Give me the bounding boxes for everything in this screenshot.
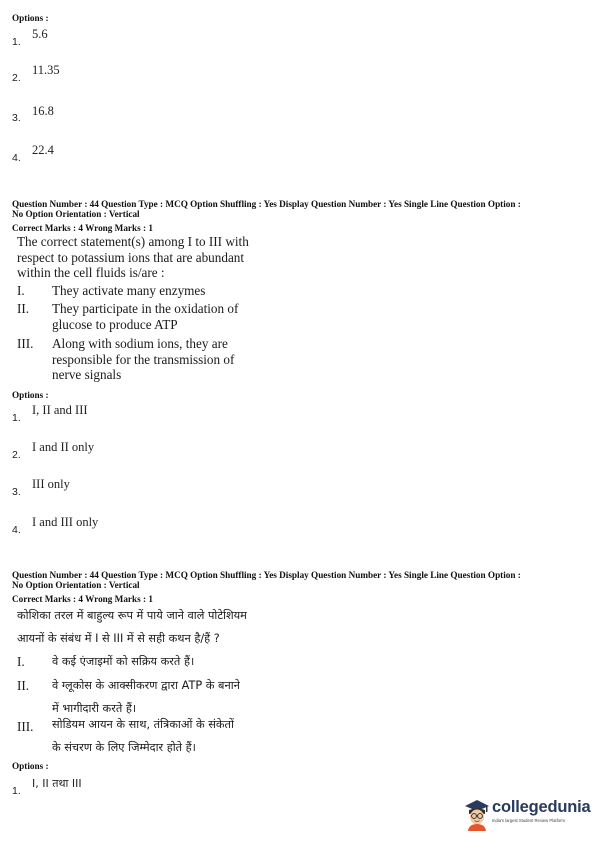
statement-text: They participate in the oxidation of glucose to produce ATP [52,301,239,332]
option-text: 22.4 [32,143,54,157]
option-text: 11.35 [32,63,60,77]
option-text: I and II only [32,440,95,454]
question-text-hindi: कोशिका तरल में बाहुल्य रूप में पाये जाने वाले पोटेशियम आयनों के संबंध में I से III में से सही कथन है/हैं ? [17,609,247,645]
option-number: 4. [12,152,21,164]
option-number: 2. [12,72,21,84]
statement-text: Along with sodium ions, they are responsible for the transmission of nerve signals [52,336,235,383]
question-text: The correct statement(s) among I to III with respect to potassium ions that are abundant within the cell fluids is/are : [17,234,249,281]
logo-tagline: India's largest Student Review Platform [492,818,565,823]
question-marks: Correct Marks : 4 Wrong Marks : 1 [12,594,153,604]
option-number: 3. [12,112,21,124]
options-label: Options : [12,13,49,23]
statement-text-hindi: वे कई एंजाइमों को सक्रिय करते हैं। [52,655,195,668]
option-text: I, II and III [32,403,88,417]
statement-text-hindi: सोडियम आयन के साथ, तंत्रिकाओं के संकेतों के संचरण के लिए जिम्मेदार होते हैं। [52,718,234,754]
option-text: 16.8 [32,104,54,118]
question-meta: Question Number : 44 Question Type : MCQ Option Shuffling : Yes Display Question Number : Yes Single Line Question Option : [12,199,521,209]
option-number: 1. [12,412,21,424]
statement-text: They activate many enzymes [52,283,206,298]
option-number: 2. [12,449,21,461]
statement-numeral: II. [17,301,30,316]
option-text: I, II तथा III [32,777,82,790]
statement-numeral: I. [17,283,25,298]
collegedunia-logo [462,795,592,833]
options-label: Options : [12,761,49,771]
question-meta-cont: No Option Orientation : Vertical [12,209,140,219]
question-meta: Question Number : 44 Question Type : MCQ Option Shuffling : Yes Display Question Number : Yes Single Line Question Option : [12,570,521,580]
statement-text-hindi: वे ग्लूकोस के आक्सीकरण द्वारा ATP के बनाने में भागीदारी करते हैं। [52,679,240,715]
logo-wordmark: collegedunia [492,798,591,816]
statement-numeral: I. [17,654,25,669]
statement-numeral: II. [17,678,30,693]
option-number: 4. [12,524,21,536]
options-label: Options : [12,390,49,400]
option-number: 1. [12,785,21,797]
question-meta-cont: No Option Orientation : Vertical [12,580,140,590]
option-text: 5.6 [32,27,48,41]
option-text: I and III only [32,515,99,529]
option-text: III only [32,477,70,491]
option-number: 3. [12,486,21,498]
graduate-mascot-icon [462,797,492,831]
statement-numeral: III. [17,719,34,734]
question-marks: Correct Marks : 4 Wrong Marks : 1 [12,223,153,233]
statement-numeral: III. [17,336,34,351]
option-number: 1. [12,36,21,48]
